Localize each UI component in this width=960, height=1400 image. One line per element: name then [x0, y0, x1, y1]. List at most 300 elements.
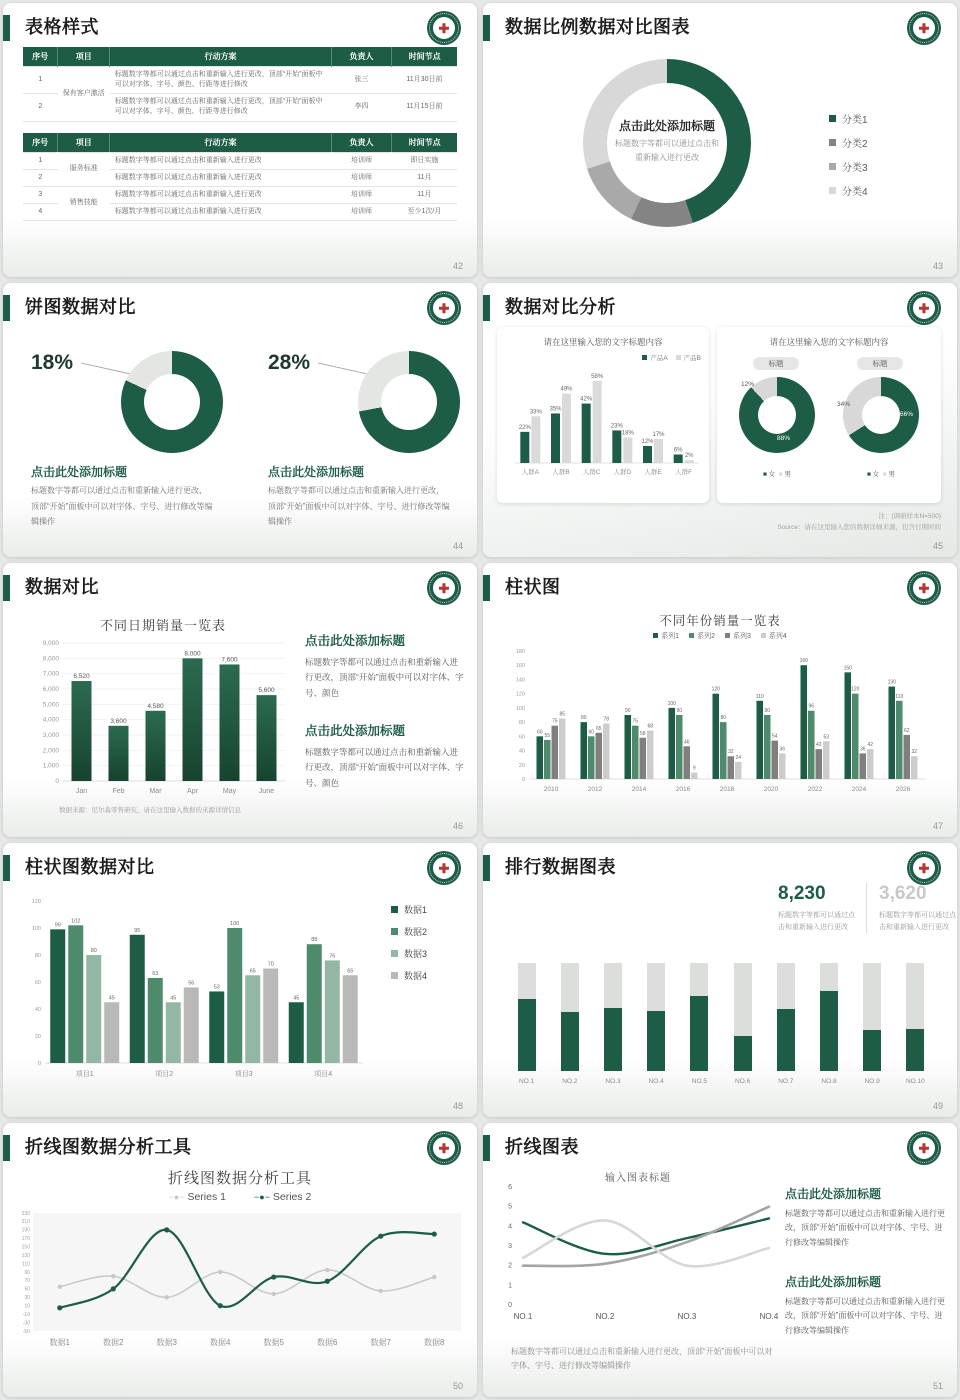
title-accent-bar — [3, 15, 10, 41]
svg-text:项目2: 项目2 — [155, 1071, 174, 1078]
slide-50[interactable] — [3, 1123, 477, 1397]
svg-text:项目1: 项目1 — [75, 1071, 94, 1078]
svg-text:18%: 18% — [621, 430, 634, 437]
gender-legend: ■ 女 ■ 男 — [762, 471, 792, 478]
logo-inner-circle — [433, 577, 455, 599]
title-accent-bar — [3, 855, 10, 881]
table-header-cell: 行动方案 — [110, 47, 331, 67]
legend-item: 系列2 — [689, 633, 715, 640]
svg-text:-10: -10 — [22, 1311, 30, 1318]
bar-chart-legend — [634, 353, 701, 362]
slide-43[interactable] — [483, 3, 957, 277]
panel-heading: 点击此处添加标题 — [268, 465, 365, 479]
donut-badge: 标题 — [857, 357, 903, 370]
svg-text:40: 40 — [518, 748, 525, 755]
slide-47[interactable] — [483, 563, 957, 837]
panel-body: 标题数字等都可以通过点击和重新输入进行更改，顶部“开始”面板中可以对字体、字号、进行修改等编辑操作 — [31, 486, 213, 527]
page-number: 47 — [932, 821, 943, 831]
red-cross-icon: ✚ — [918, 1140, 930, 1156]
svg-text:NO.1: NO.1 — [513, 1312, 533, 1321]
red-cross-icon: ✚ — [438, 300, 450, 316]
svg-text:数据6: 数据6 — [317, 1338, 338, 1347]
svg-text:0: 0 — [508, 1302, 512, 1309]
svg-text:100: 100 — [230, 921, 240, 927]
block-body: 标题数字等都可以通过点击和重新输入进行更改，顶部“开始”面板中可以对字体、字号、颜色 — [305, 657, 464, 698]
legend-item: 系列1 — [653, 633, 679, 640]
logo-inner-circle — [913, 857, 935, 879]
svg-text:-50: -50 — [22, 1328, 30, 1335]
legend-item: 产品B — [676, 355, 701, 362]
rank-label: NO.7 — [778, 1078, 794, 1085]
highlight-donut-chart — [121, 351, 223, 453]
svg-text:6,520: 6,520 — [73, 673, 90, 681]
legend-item: 数据2 — [391, 925, 427, 938]
svg-text:40: 40 — [34, 1007, 41, 1013]
svg-text:4: 4 — [508, 1223, 512, 1231]
block-heading: 点击此处添加标题 — [305, 634, 406, 648]
action-plan-table — [23, 47, 457, 122]
svg-text:100: 100 — [31, 926, 41, 932]
rank-label: NO.3 — [605, 1078, 621, 1085]
red-cross-icon: ✚ — [918, 20, 930, 36]
svg-text:数据7: 数据7 — [370, 1338, 391, 1347]
svg-text:2,000: 2,000 — [42, 747, 59, 755]
legend-item: 数据1 — [391, 903, 427, 916]
svg-text:6,000: 6,000 — [42, 686, 59, 693]
legend-item: 分类3 — [829, 159, 868, 174]
page-number: 42 — [452, 261, 463, 271]
stat-block — [778, 883, 858, 933]
table-header-cell: 项目 — [58, 47, 110, 67]
logo-inner-circle — [433, 17, 455, 39]
svg-text:2020: 2020 — [763, 786, 779, 793]
svg-text:3,000: 3,000 — [42, 732, 59, 739]
svg-text:110: 110 — [22, 1261, 30, 1268]
legend-item: 分类4 — [829, 183, 868, 198]
rank-bar — [647, 963, 665, 1071]
rank-label: NO.5 — [691, 1078, 707, 1085]
hospital-logo — [907, 571, 941, 605]
chart-title: 不同日期销量一览表 — [99, 618, 226, 633]
svg-text:58%: 58% — [591, 373, 604, 380]
svg-text:2018: 2018 — [719, 786, 735, 793]
svg-text:12%: 12% — [641, 439, 654, 446]
red-cross-icon: ✚ — [438, 580, 450, 596]
chart-title: 不同年份销量一览表 — [659, 614, 781, 628]
svg-text:99: 99 — [54, 922, 61, 929]
hospital-logo — [907, 291, 941, 325]
rank-bar — [518, 963, 536, 1071]
table-row: 2 标题数字等都可以通过点击和重新输入进行更改 培训师 11月 — [23, 169, 457, 186]
gender-legend: ■ 女 ■ 男 — [866, 471, 896, 478]
svg-text:90: 90 — [624, 708, 631, 714]
title-accent-bar — [3, 295, 10, 321]
slide-45[interactable] — [483, 283, 957, 557]
rank-bar — [734, 963, 752, 1071]
rank-label: NO.10 — [905, 1078, 925, 1085]
table-header-cell: 行动方案 — [110, 133, 331, 153]
action-plan-table — [23, 133, 457, 222]
svg-text:80: 80 — [580, 715, 587, 722]
donut-chart-card — [717, 327, 941, 503]
red-cross-icon: ✚ — [438, 20, 450, 36]
legend-item: 分类1 — [829, 111, 868, 126]
rank-bar — [820, 963, 838, 1071]
svg-text:150: 150 — [21, 1244, 30, 1251]
svg-text:17%: 17% — [652, 431, 665, 438]
slide-51[interactable] — [483, 1123, 957, 1397]
svg-text:8,000: 8,000 — [184, 650, 201, 658]
hospital-logo — [427, 291, 461, 325]
svg-text:5,600: 5,600 — [258, 687, 275, 695]
slice-label: 12% — [741, 381, 755, 388]
red-cross-icon: ✚ — [918, 300, 930, 316]
panel-heading: 点击此处添加标题 — [31, 465, 128, 479]
svg-text:78: 78 — [603, 716, 610, 723]
rank-label: NO.2 — [562, 1078, 578, 1085]
svg-text:60: 60 — [588, 729, 595, 736]
text-block — [305, 721, 465, 791]
svg-text:120: 120 — [851, 686, 860, 693]
svg-text:24: 24 — [735, 754, 742, 761]
title-accent-bar — [3, 1135, 10, 1161]
svg-text:80: 80 — [720, 715, 727, 722]
logo-inner-circle — [433, 1137, 455, 1159]
svg-text:80: 80 — [90, 948, 97, 954]
yearly-sales-bar-chart — [503, 643, 943, 823]
svg-text:NO.4: NO.4 — [759, 1312, 779, 1321]
svg-text:170: 170 — [21, 1236, 30, 1243]
svg-text:60: 60 — [518, 734, 525, 741]
svg-text:120: 120 — [711, 686, 720, 693]
svg-text:54: 54 — [771, 733, 778, 740]
slide-title: 柱状图数据对比 — [25, 857, 155, 877]
slide-title: 折线图数据分析工具 — [25, 1137, 192, 1157]
project-compare-bar-chart — [17, 891, 377, 1101]
svg-text:Mar: Mar — [149, 788, 162, 795]
svg-text:90: 90 — [676, 708, 683, 714]
highlight-donut-chart — [358, 351, 460, 453]
percent-label: 18% — [31, 351, 74, 374]
block-heading: 点击此处添加标题 — [785, 1187, 882, 1201]
svg-text:42%: 42% — [580, 396, 593, 403]
table-row: 1 服务标准 标题数字等都可以通过点击和重新输入进行更改 培训师 即日实施 — [23, 152, 457, 169]
donut-legend — [829, 111, 868, 207]
slide-46[interactable] — [3, 563, 477, 837]
svg-text:36: 36 — [779, 746, 786, 753]
svg-text:45: 45 — [170, 995, 177, 1002]
gender-donut-chart — [837, 377, 919, 453]
donut-badge: 标题 — [753, 357, 799, 370]
svg-text:3,600: 3,600 — [110, 717, 127, 725]
legend-item: 系列3 — [725, 633, 751, 640]
stat-value: 8,230 — [778, 883, 826, 904]
stat-value: 3,620 — [879, 883, 927, 904]
slide-title: 折线图表 — [505, 1137, 579, 1157]
footnote: 注：(调研样本N=500) — [878, 513, 941, 520]
svg-text:130: 130 — [887, 679, 896, 686]
stat-caption: 标题数字等都可以通过点击和重新输入进行更改 — [778, 912, 855, 931]
slide-title: 柱状图 — [505, 577, 561, 597]
svg-text:1,000: 1,000 — [42, 762, 59, 770]
svg-text:人群E: 人群E — [644, 469, 662, 476]
page-number: 46 — [452, 821, 463, 831]
series-legend — [3, 1191, 477, 1203]
title-accent-bar — [483, 1135, 490, 1161]
block-body: 标题数字等都可以通过点击和重新输入进行更改，顶部“开始”面板中可以对字体、字号、进行修改等编辑操作 — [785, 1297, 945, 1335]
svg-text:数据2: 数据2 — [103, 1338, 124, 1347]
svg-text:80: 80 — [34, 953, 41, 959]
population-bar-chart — [501, 363, 705, 499]
svg-text:45: 45 — [108, 995, 115, 1002]
hospital-logo — [427, 851, 461, 885]
svg-text:数据5: 数据5 — [263, 1338, 284, 1347]
legend-item: 分类2 — [829, 135, 868, 150]
table-row: 2 标题数字等都可以通过点击和重新输入进行更改，顶部“开始”面板中可以对字体、字号、颜色、行距等进行修改 李四 11月15日前 — [23, 94, 457, 121]
page-number: 43 — [932, 261, 943, 271]
svg-text:49%: 49% — [560, 386, 573, 393]
svg-text:5,000: 5,000 — [42, 701, 59, 709]
pie-panel — [3, 323, 240, 557]
svg-text:70: 70 — [24, 1278, 30, 1285]
svg-text:数据1: 数据1 — [49, 1338, 70, 1347]
svg-text:56: 56 — [188, 980, 195, 987]
svg-text:5: 5 — [508, 1203, 512, 1211]
svg-text:-30: -30 — [22, 1320, 30, 1327]
slide-44[interactable] — [3, 283, 477, 557]
table-header-cell: 时间节点 — [392, 47, 457, 67]
stat-caption: 标题数字等都可以通过点击和重新输入进行更改 — [879, 912, 956, 931]
svg-text:75: 75 — [551, 718, 558, 725]
simple-line-chart — [501, 1181, 791, 1341]
svg-text:0: 0 — [55, 778, 59, 785]
svg-text:90: 90 — [764, 708, 771, 714]
rank-bar — [561, 963, 579, 1071]
svg-text:90: 90 — [24, 1269, 30, 1276]
card-title: 请在这里输入您的文字标题内容 — [769, 337, 889, 347]
svg-text:May: May — [222, 788, 237, 795]
rank-label: NO.4 — [648, 1078, 664, 1085]
page-number: 51 — [932, 1381, 943, 1391]
slice-label: 66% — [899, 411, 913, 418]
slide-title: 数据对比分析 — [505, 297, 616, 317]
svg-text:85: 85 — [559, 711, 566, 718]
source-note: Source：请在这里输入您的数据详细来源，包含日期时间 — [777, 524, 941, 531]
logo-inner-circle — [433, 857, 455, 879]
svg-text:42: 42 — [815, 742, 822, 749]
rank-bar — [777, 963, 795, 1071]
red-cross-icon: ✚ — [918, 860, 930, 876]
svg-text:68: 68 — [647, 723, 654, 730]
logo-inner-circle — [913, 577, 935, 599]
svg-text:63: 63 — [152, 970, 159, 977]
table-row: 3 销售技能 标题数字等都可以通过点击和重新输入进行更改 培训师 11月 — [23, 186, 457, 203]
slide-49[interactable] — [483, 843, 957, 1117]
page-number: 44 — [452, 541, 463, 551]
svg-text:4,000: 4,000 — [42, 716, 59, 724]
svg-text:9: 9 — [692, 765, 696, 772]
svg-text:42: 42 — [867, 742, 874, 749]
pie-panel — [240, 323, 477, 557]
block-heading: 点击此处添加标题 — [305, 724, 406, 738]
svg-text:2010: 2010 — [543, 786, 559, 793]
svg-text:7,000: 7,000 — [42, 670, 59, 678]
title-accent-bar — [483, 15, 490, 41]
logo-inner-circle — [913, 1137, 935, 1159]
svg-text:0: 0 — [37, 1061, 41, 1067]
svg-text:36: 36 — [859, 746, 866, 753]
svg-text:46: 46 — [683, 739, 690, 746]
svg-text:9,000: 9,000 — [42, 640, 59, 647]
svg-text:NO.3: NO.3 — [677, 1312, 697, 1321]
table-header-cell: 序号 — [23, 133, 58, 153]
svg-text:60: 60 — [536, 729, 543, 736]
svg-text:102: 102 — [71, 918, 81, 925]
svg-text:100: 100 — [515, 705, 525, 712]
donut-center-title: 点击此处添加标题 — [618, 119, 715, 133]
svg-text:76: 76 — [329, 953, 336, 960]
svg-text:人群B: 人群B — [552, 469, 570, 476]
svg-text:项目4: 项目4 — [314, 1071, 333, 1078]
svg-text:2012: 2012 — [587, 786, 603, 793]
svg-text:62: 62 — [903, 727, 910, 734]
table-header-cell: 时间节点 — [392, 133, 457, 153]
svg-text:60: 60 — [34, 980, 41, 986]
svg-text:1: 1 — [508, 1282, 512, 1290]
series-legend — [483, 631, 957, 641]
svg-text:50: 50 — [24, 1286, 30, 1293]
svg-text:0: 0 — [521, 777, 525, 783]
slide-title: 排行数据图表 — [505, 857, 616, 877]
svg-text:Feb: Feb — [112, 788, 125, 795]
logo-inner-circle — [433, 297, 455, 319]
svg-text:140: 140 — [515, 677, 525, 684]
svg-text:96: 96 — [808, 703, 815, 710]
rank-label: NO.6 — [735, 1078, 751, 1085]
logo-inner-circle — [913, 297, 935, 319]
svg-text:180: 180 — [515, 649, 525, 655]
rank-bar — [690, 963, 708, 1071]
gender-donut-chart — [739, 377, 815, 453]
svg-text:3: 3 — [508, 1243, 512, 1250]
svg-text:数据3: 数据3 — [156, 1338, 177, 1347]
svg-text:65: 65 — [249, 968, 256, 975]
svg-text:数据8: 数据8 — [424, 1338, 445, 1347]
svg-text:人群F: 人群F — [675, 469, 693, 476]
svg-text:2: 2 — [508, 1262, 512, 1270]
text-block — [785, 1273, 947, 1338]
text-block — [785, 1185, 947, 1250]
svg-text:7,600: 7,600 — [221, 656, 238, 664]
svg-text:2016: 2016 — [675, 786, 691, 793]
red-cross-icon: ✚ — [438, 1140, 450, 1156]
analysis-line-chart — [11, 1207, 471, 1367]
bar-chart-card — [497, 327, 709, 503]
svg-text:人群C: 人群C — [582, 469, 601, 476]
svg-text:数据4: 数据4 — [210, 1338, 231, 1347]
card-title: 请在这里输入您的文字标题内容 — [543, 337, 663, 347]
slide-42[interactable] — [3, 3, 477, 277]
svg-text:2026: 2026 — [895, 786, 911, 793]
svg-text:23%: 23% — [610, 423, 623, 430]
slide-title: 饼图数据对比 — [25, 297, 136, 317]
chart-caption: 标题数字等都可以通过点击和重新输入进行更改，顶部“开始”面板中可以对字体、字号、进行修改等编辑操作 — [511, 1347, 773, 1370]
svg-text:160: 160 — [515, 663, 525, 670]
svg-text:80: 80 — [518, 720, 525, 727]
stat-block — [866, 883, 957, 933]
svg-text:22%: 22% — [518, 424, 531, 431]
svg-text:75: 75 — [632, 718, 639, 725]
table-row: 1 保有客户激活 标题数字等都可以通过点击和重新输入进行更改，顶部“开始”面板中可以对字体、字号、颜色、行距等进行修改 张三 11月30日前 — [23, 67, 457, 94]
svg-text:45: 45 — [293, 995, 300, 1002]
rank-label: NO.1 — [519, 1078, 535, 1085]
hospital-logo — [427, 1131, 461, 1165]
svg-text:10: 10 — [24, 1303, 30, 1310]
slide-title: 数据比例数据对比图表 — [505, 17, 690, 37]
svg-text:65: 65 — [347, 968, 354, 975]
svg-text:32: 32 — [911, 749, 918, 756]
svg-text:20: 20 — [518, 762, 525, 769]
svg-text:2024: 2024 — [851, 786, 867, 793]
svg-text:88: 88 — [311, 937, 318, 944]
svg-text:65: 65 — [595, 725, 602, 732]
legend-item: −●− Series 1 — [168, 1191, 226, 1203]
svg-text:230: 230 — [21, 1210, 30, 1217]
svg-text:150: 150 — [843, 665, 852, 672]
series-legend — [391, 903, 427, 991]
svg-text:2022: 2022 — [807, 786, 823, 793]
chart-title: 折线图数据分析工具 — [167, 1170, 312, 1187]
hospital-logo — [907, 1131, 941, 1165]
ratio-donut-chart — [583, 59, 751, 227]
legend-item: 数据4 — [391, 969, 427, 982]
red-cross-icon: ✚ — [918, 580, 930, 596]
svg-text:Apr: Apr — [187, 788, 198, 795]
svg-text:33%: 33% — [529, 409, 542, 416]
svg-text:95: 95 — [134, 927, 141, 934]
table-header-cell: 序号 — [23, 47, 58, 67]
chart-title: 输入图表标题 — [605, 1173, 671, 1184]
svg-text:100: 100 — [667, 700, 676, 707]
title-accent-bar — [483, 295, 490, 321]
legend-item: 数据3 — [391, 947, 427, 960]
svg-text:2%: 2% — [684, 453, 694, 460]
svg-text:4,580: 4,580 — [147, 702, 164, 710]
svg-text:人群D: 人群D — [613, 469, 632, 476]
page-number: 48 — [452, 1101, 463, 1111]
red-cross-icon: ✚ — [438, 860, 450, 876]
svg-text:2014: 2014 — [631, 786, 647, 793]
title-accent-bar — [483, 575, 490, 601]
table-header-cell: 负责人 — [331, 133, 392, 153]
legend-item: 系列4 — [761, 633, 787, 640]
slide-title: 表格样式 — [25, 17, 99, 37]
rank-label: NO.9 — [864, 1078, 880, 1085]
hospital-logo — [907, 851, 941, 885]
rank-bar — [863, 963, 881, 1071]
svg-text:58: 58 — [639, 730, 646, 737]
panel-body: 标题数字等都可以通过点击和重新输入进行更改，顶部“开始”面板中可以对字体、字号、进行修改等编辑操作 — [268, 486, 450, 527]
slide-48[interactable] — [3, 843, 477, 1117]
svg-text:210: 210 — [21, 1219, 30, 1226]
hospital-logo — [427, 11, 461, 45]
donut-center-subtitle: 标题数字等都可以通过点击和重新输入进行更改 — [615, 139, 719, 162]
logo-inner-circle — [913, 17, 935, 39]
svg-text:8,000: 8,000 — [42, 655, 59, 663]
block-body: 标题数字等都可以通过点击和重新输入进行更改，顶部“开始”面板中可以对字体、字号、进行修改等编辑操作 — [785, 1209, 945, 1247]
svg-text:190: 190 — [21, 1227, 30, 1234]
svg-text:Jan: Jan — [75, 788, 88, 795]
